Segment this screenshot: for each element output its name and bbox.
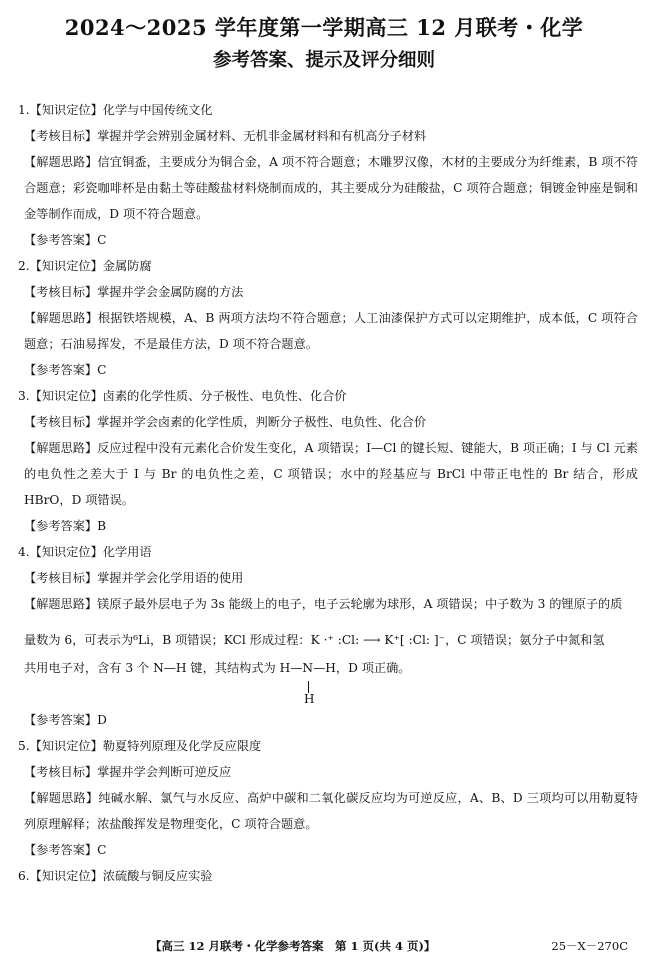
q4-thinking-line-3: 共用电子对，含有 3 个 N—H 键，其结构式为 H—N—H，D 项正确。: [24, 661, 411, 675]
q2-knowledge-point: 2.【知识定位】金属防腐: [18, 259, 152, 273]
footer-code: 25－X－270C: [551, 939, 628, 953]
q5-thinking: 【解题思路】纯碱水解、氯气与水反应、高炉中碳和二氧化碳反应均为可逆反应，A、B、D 三项均可以用勒夏特列原理解释；浓盐酸挥发是物理变化，C 项符合题意。: [24, 791, 638, 831]
q2-goal: 【考核目标】掌握并学会金属防腐的方法: [24, 285, 244, 299]
q4-structural-formula: [18, 655, 638, 707]
q6-knowledge-point: 6.【知识定位】浓硫酸与铜反应实验: [18, 869, 213, 883]
q3-goal: 【考核目标】掌握并学会卤素的化学性质，判断分子极性、电负性、化合价: [24, 415, 427, 429]
q5-knowledge-point: 5.【知识定位】勒夏特列原理及化学反应限度: [18, 739, 262, 753]
q4-thinking-line-2: 量数为 6，可表示为⁶Li，B 项错误；KCl 形成过程：K ·⁺ :Cl: ⟶ K⁺[ :Cl: ]⁻，C 项错误；氨分子中氮和氢: [24, 633, 605, 647]
q1-answer: 【参考答案】C: [24, 233, 107, 247]
q4-knowledge-point: 4.【知识定位】化学用语: [18, 545, 152, 559]
q5-answer: 【参考答案】C: [24, 843, 107, 857]
q4-goal: 【考核目标】掌握并学会化学用语的使用: [24, 571, 244, 585]
hydrogen-atom-label: H: [304, 692, 315, 706]
q2-answer: 【参考答案】C: [24, 363, 107, 377]
footer-page-info: 【高三 12 月联考・化学参考答案 第 1 页(共 4 页)】: [150, 939, 436, 953]
q5-goal: 【考核目标】掌握并学会判断可逆反应: [24, 765, 232, 779]
q4-answer: 【参考答案】D: [24, 713, 107, 727]
q3-answer: 【参考答案】B: [24, 519, 107, 533]
q3-thinking: 【解题思路】反应过程中没有元素化合价发生变化，A 项错误；I—Cl 的键长短、键能大，B 项正确；I 与 Cl 元素的电负性之差大于 I 与 Br 的电负性之差，C 项错误；水中的羟基应与 BrCl 中带正电性的 Br 结合，形成 HBrO，D 项错误。: [24, 441, 638, 507]
q2-thinking: 【解题思路】根据铁塔规模，A、B 两项方法均不符合题意；人工油漆保护方式可以定期维护，成本低，C 项符合题意；石油易挥发，不是最佳方法，D 项不符合题意。: [24, 311, 638, 351]
page-subtitle: 参考答案、提示及评分细则: [212, 50, 435, 71]
q1-goal: 【考核目标】掌握并学会辨别金属材料、无机非金属材料和有机高分子材料: [24, 129, 427, 143]
page-title: 2024～2025 学年度第一学期高三 12 月联考・化学: [64, 15, 584, 40]
answer-content: [18, 97, 638, 889]
q4-thinking-line-1: 【解题思路】镁原子最外层电子为 3s 能级上的电子，电子云轮廓为球形，A 项错误；中子数为 3 的锂原子的质: [24, 597, 623, 611]
q3-knowledge-point: 3.【知识定位】卤素的化学性质、分子极性、电负性、化合价: [18, 389, 347, 403]
q1-knowledge-point: 1.【知识定位】化学与中国传统文化: [18, 103, 213, 117]
q1-thinking: 【解题思路】信宜铜盉，主要成分为铜合金，A 项不符合题意；木雕罗汉像，木材的主要成分为纤维素，B 项不符合题意；彩瓷咖啡杯是由黏土等硅酸盐材料烧制而成的，其主要成分为硅酸盐，C 项符合题意；铜镀金钟座是铜和金等制作而成，D 项不符合题意。: [24, 155, 638, 221]
